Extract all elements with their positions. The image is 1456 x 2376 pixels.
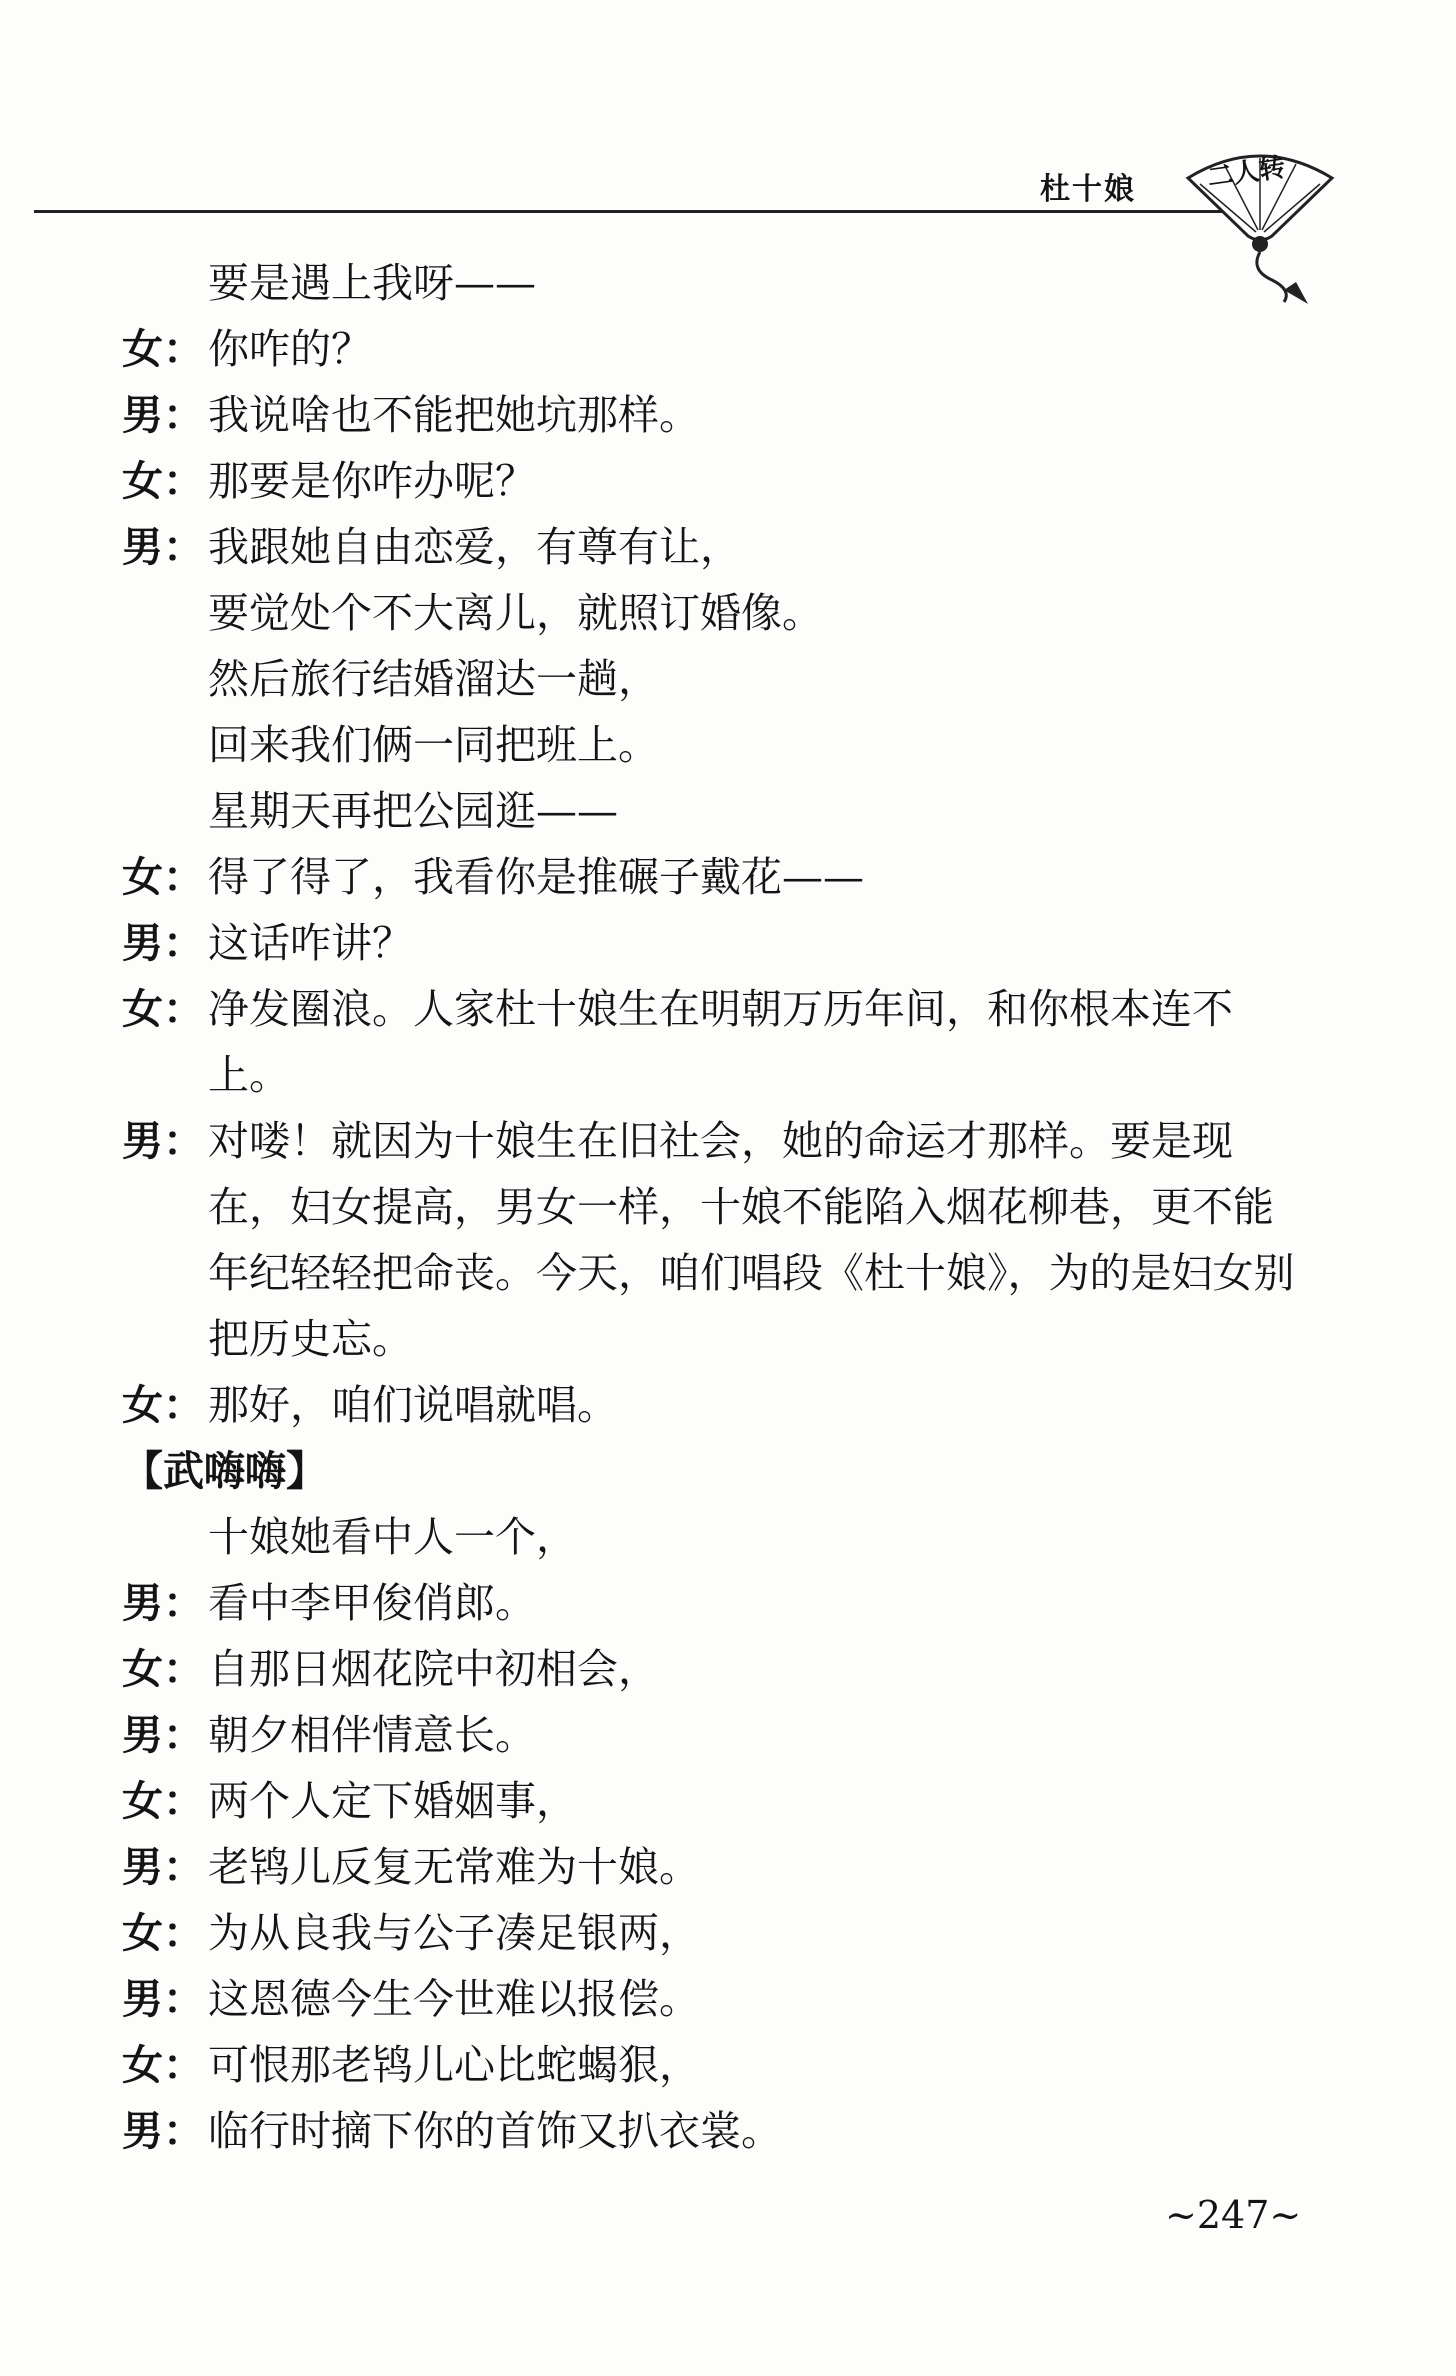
speaker-label: 男：	[122, 1711, 204, 1759]
speaker-label: 女：	[122, 1645, 204, 1693]
line-text: 得了得了，我看你是推碾子戴花——	[208, 853, 864, 901]
page-number: ~247~	[1165, 2193, 1302, 2237]
dialogue-line	[122, 910, 1297, 976]
line-text: 两个人定下婚姻事，	[208, 1777, 577, 1825]
speaker-label: 男：	[122, 391, 204, 439]
speaker-label: 女：	[122, 853, 204, 901]
line-text: 然后旅行结婚溜达一趟，	[208, 655, 659, 703]
line-text: 看中李甲俊俏郎。	[208, 1579, 536, 1627]
speaker-label: 女：	[122, 1381, 204, 1429]
dialogue-line	[122, 712, 1297, 778]
running-title: 杜十娘	[1040, 172, 1136, 207]
line-text: 那好，咱们说唱就唱。	[208, 1381, 618, 1429]
script-body	[122, 250, 1297, 2164]
song-line	[122, 1768, 1297, 1834]
song-line	[122, 1834, 1297, 1900]
song-line	[122, 2098, 1297, 2164]
tune-heading: 【武嗨嗨】	[122, 1447, 327, 1495]
line-text: 老鸨儿反复无常难为十娘。	[208, 1843, 700, 1891]
speaker-label: 女：	[122, 325, 204, 373]
speaker-label: 男：	[122, 919, 204, 967]
line-text: 要觉处个不大离儿，就照订婚像。	[208, 589, 823, 637]
line-text: 朝夕相伴情意长。	[208, 1711, 536, 1759]
speaker-label: 女：	[122, 457, 204, 505]
speaker-label: 女：	[122, 2041, 204, 2089]
dialogue-line	[122, 1372, 1297, 1438]
speaker-label: 男：	[122, 1579, 204, 1627]
song-line	[122, 1702, 1297, 1768]
dialogue-line	[122, 250, 1297, 316]
speaker-label: 男：	[122, 1117, 204, 1165]
dialogue-line	[122, 514, 1297, 580]
line-text: 这话咋讲？	[208, 919, 413, 967]
speaker-label	[122, 1504, 208, 1570]
line-text: 对喽！就因为十娘生在旧社会，她的命运才那样。要是现在，妇女提高，男女一样，十娘不能陷入烟花柳巷，更不能年纪轻轻把命丧。今天，咱们唱段《杜十娘》，为的是妇女别把历史忘。	[208, 1117, 1295, 1363]
speaker-label	[122, 580, 208, 646]
song-line	[122, 1570, 1297, 1636]
line-text: 要是遇上我呀——	[208, 259, 536, 307]
song-line	[122, 2032, 1297, 2098]
line-text: 星期天再把公园逛——	[208, 787, 618, 835]
song-line	[122, 1636, 1297, 1702]
speaker-label	[122, 778, 208, 844]
line-text: 回来我们俩一同把班上。	[208, 721, 659, 769]
line-text: 我说啥也不能把她坑那样。	[208, 391, 700, 439]
speaker-label	[122, 646, 208, 712]
dialogue-line	[122, 1108, 1297, 1372]
speaker-label	[122, 712, 208, 778]
dialogue-line	[122, 382, 1297, 448]
song-line	[122, 1966, 1297, 2032]
speaker-label: 男：	[122, 1843, 204, 1891]
dialogue-line	[122, 844, 1297, 910]
dialogue-line	[122, 316, 1297, 382]
line-text: 我跟她自由恋爱，有尊有让，	[208, 523, 741, 571]
dialogue-line	[122, 976, 1297, 1108]
speaker-label	[122, 250, 208, 316]
line-text: 为从良我与公子凑足银两，	[208, 1909, 700, 1957]
line-text: 可恨那老鸨儿心比蛇蝎狠，	[208, 2041, 700, 2089]
speaker-label: 女：	[122, 1909, 204, 1957]
line-text: 临行时摘下你的首饰又扒衣裳。	[208, 2107, 782, 2155]
line-text: 那要是你咋办呢？	[208, 457, 536, 505]
speaker-label: 女：	[122, 1777, 204, 1825]
dialogue-line	[122, 580, 1297, 646]
speaker-label: 男：	[122, 523, 204, 571]
fan-label: 二人转	[1205, 152, 1288, 194]
line-text: 十娘她看中人一个，	[208, 1513, 577, 1561]
dialogue-line	[122, 778, 1297, 844]
speaker-label: 男：	[122, 2107, 204, 2155]
line-text: 自那日烟花院中初相会，	[208, 1645, 659, 1693]
speaker-label: 男：	[122, 1975, 204, 2023]
dialogue-line	[122, 646, 1297, 712]
line-text: 这恩德今生今世难以报偿。	[208, 1975, 700, 2023]
song-line	[122, 1900, 1297, 1966]
line-text: 你咋的？	[208, 325, 372, 373]
line-text: 净发圈浪。人家杜十娘生在明朝万历年间，和你根本连不上。	[208, 985, 1233, 1099]
dialogue-line	[122, 448, 1297, 514]
header-rule	[34, 210, 1254, 213]
song-line	[122, 1504, 1297, 1570]
speaker-label: 女：	[122, 985, 204, 1033]
